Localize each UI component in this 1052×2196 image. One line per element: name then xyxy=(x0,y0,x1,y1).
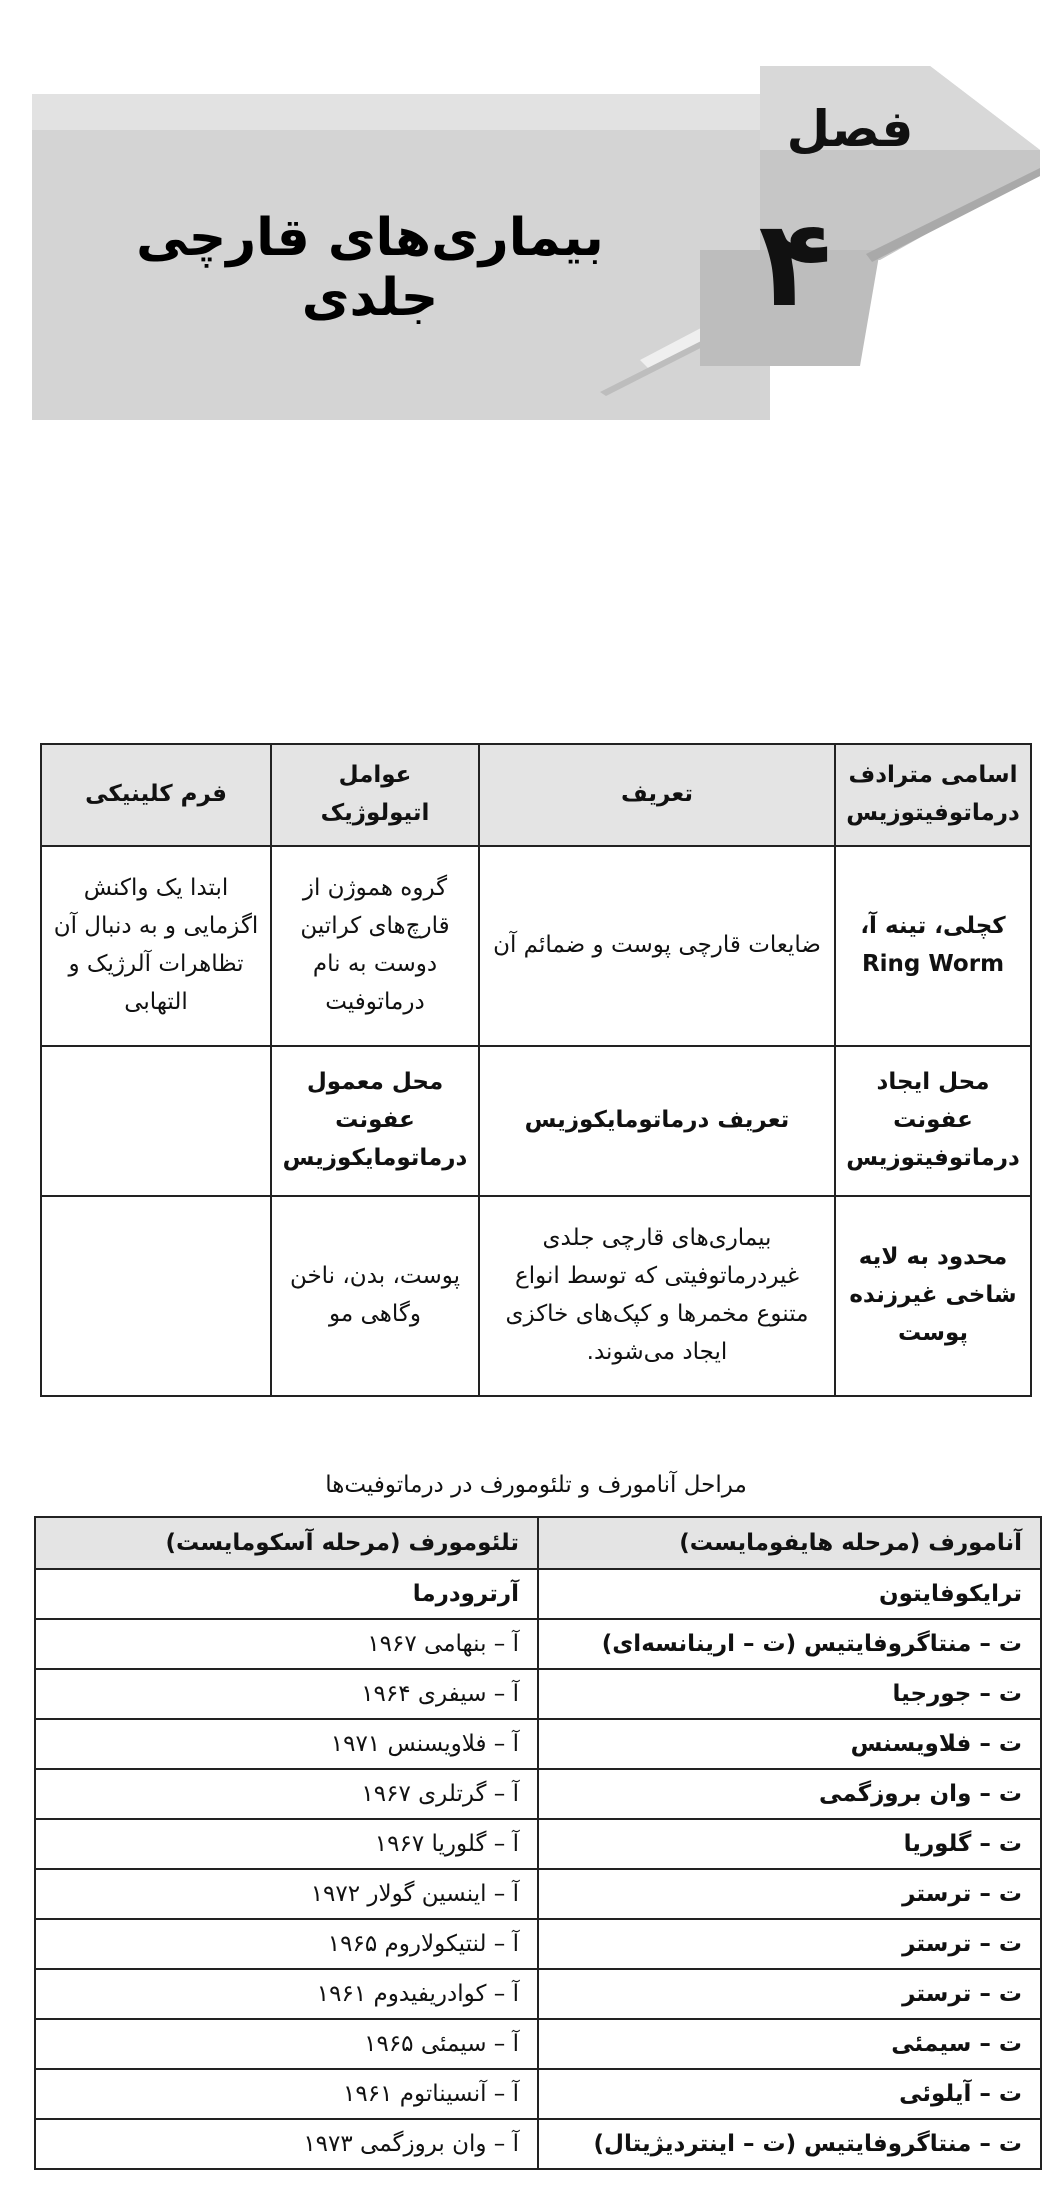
cell-clinical: ابتدا یک واکنش اگزمایی و به دنبال آن تظاهرات آلرژیک و التهابی xyxy=(41,846,271,1046)
cell-teleomorph: آ – وان بروزگمی ۱۹۷۳ xyxy=(35,2119,538,2169)
cell-teleomorph: آ – سیمئی ۱۹۶۵ xyxy=(35,2019,538,2069)
banner-band-top xyxy=(32,94,770,130)
table-row xyxy=(35,2119,1041,2169)
table2-body xyxy=(35,1569,1041,2169)
cell-anamorph: ت – سیمئی xyxy=(538,2019,1041,2069)
header-teleomorph: تلئومورف (مرحله آسکومایست) xyxy=(35,1517,538,1569)
cell-anamorph: ت – آیلوئی xyxy=(538,2069,1041,2119)
header-etiology: عوامل اتیولوژیک xyxy=(271,744,479,846)
cell-dermatomycosis-site-label: محل معمول عفونت درماتومایکوزیس xyxy=(271,1046,479,1196)
cell-teleomorph: آ – گرتلری ۱۹۶۷ xyxy=(35,1769,538,1819)
chapter-title: بیماری‌های قارچی جلدی xyxy=(136,208,604,328)
table-row xyxy=(35,1719,1041,1769)
cell-teleomorph: آ – آنسیناتوم ۱۹۶۱ xyxy=(35,2069,538,2119)
cell-etiology: گروه هموژن از قارچ‌های کراتین دوست به نام درماتوفیت xyxy=(271,846,479,1046)
header-anamorph: آنامورف (مرحله هایفومایست) xyxy=(538,1517,1041,1569)
cell-teleomorph: آ – لنتیکولاروم ۱۹۶۵ xyxy=(35,1919,538,1969)
header-synonyms: اسامی مترادف درماتوفیتوزیس xyxy=(835,744,1031,846)
table-row xyxy=(35,1769,1041,1819)
synonyms-fa: کچلی، تینه آ، xyxy=(860,913,1006,940)
chapter-label: فصل xyxy=(786,100,914,158)
cell-anamorph: ت – ترستر xyxy=(538,1919,1041,1969)
table-row xyxy=(35,1819,1041,1869)
anamorph-teleomorph-table xyxy=(34,1516,1042,2170)
table-row xyxy=(35,2069,1041,2119)
table-row xyxy=(35,1619,1041,1669)
header-clinical: فرم کلینیکی xyxy=(41,744,271,846)
dermatophytosis-table xyxy=(40,743,1032,1397)
table-row xyxy=(41,1046,1031,1196)
cell-synonyms xyxy=(835,846,1031,1046)
cell-anamorph: ت – فلاویسنس xyxy=(538,1719,1041,1769)
table-header-row xyxy=(41,744,1031,846)
cell-teleomorph: آ – اینسین گولار ۱۹۷۲ xyxy=(35,1869,538,1919)
cell-teleomorph: آ – کوادریفیدوم ۱۹۶۱ xyxy=(35,1969,538,2019)
cell-teleomorph: آ – گلوریا ۱۹۶۷ xyxy=(35,1819,538,1869)
cell-dermatomycosis-definition: بیماری‌های قارچی جلدی غیردرماتوفیتی که توسط انواع متنوع مخمرها و کپک‌های خاکزی ایجاد می‌شوند. xyxy=(479,1196,835,1396)
table-row xyxy=(35,2019,1041,2069)
table-row xyxy=(35,1869,1041,1919)
cell-anamorph: ترایکوفایتون xyxy=(538,1569,1041,1619)
cell-anamorph: ت – منتاگروفایتیس (ت – ارینانسه‌ای) xyxy=(538,1619,1041,1669)
table-row xyxy=(41,846,1031,1046)
cell-infection-site: محل ایجاد عفونت درماتوفیتوزیس xyxy=(835,1046,1031,1196)
cell-teleomorph: آ – سیفری ۱۹۶۴ xyxy=(35,1669,538,1719)
cell-anamorph: ت – جورجیا xyxy=(538,1669,1041,1719)
table-row xyxy=(35,1569,1041,1619)
cell-dermatomycosis-site: پوست، بدن، ناخن وگاهی مو xyxy=(271,1196,479,1396)
cell-empty xyxy=(41,1046,271,1196)
table-header-row xyxy=(35,1517,1041,1569)
cell-anamorph: ت – ترستر xyxy=(538,1869,1041,1919)
cell-anamorph: ت – وان بروزگمی xyxy=(538,1769,1041,1819)
cell-empty xyxy=(41,1196,271,1396)
table-row xyxy=(35,1669,1041,1719)
table2-caption: مراحل آنامورف و تلئومورف در درماتوفیت‌ها xyxy=(325,1472,747,1498)
cell-dermatomycosis-definition-label: تعریف درماتومایکوزیس xyxy=(479,1046,835,1196)
chapter-number: ۴ xyxy=(758,195,832,334)
chapter-banner xyxy=(0,0,1052,440)
cell-anamorph: ت – منتاگروفایتیس (ت – اینتردیژیتال) xyxy=(538,2119,1041,2169)
cell-teleomorph: آ – بنهامی ۱۹۶۷ xyxy=(35,1619,538,1669)
table-row xyxy=(41,1196,1031,1396)
cell-teleomorph: آ – فلاویسنس ۱۹۷۱ xyxy=(35,1719,538,1769)
header-definition: تعریف xyxy=(479,744,835,846)
synonyms-en: Ring Worm xyxy=(861,951,1005,977)
cell-definition: ضایعات قارچی پوست و ضمائم آن xyxy=(479,846,835,1046)
cell-anamorph: ت – ترستر xyxy=(538,1969,1041,2019)
cell-anamorph: ت – گلوریا xyxy=(538,1819,1041,1869)
table-row xyxy=(35,1969,1041,2019)
table-row xyxy=(35,1919,1041,1969)
cell-teleomorph: آرترودرما xyxy=(35,1569,538,1619)
cell-infection-site-value: محدود به لایه شاخی غیرزنده پوست xyxy=(835,1196,1031,1396)
